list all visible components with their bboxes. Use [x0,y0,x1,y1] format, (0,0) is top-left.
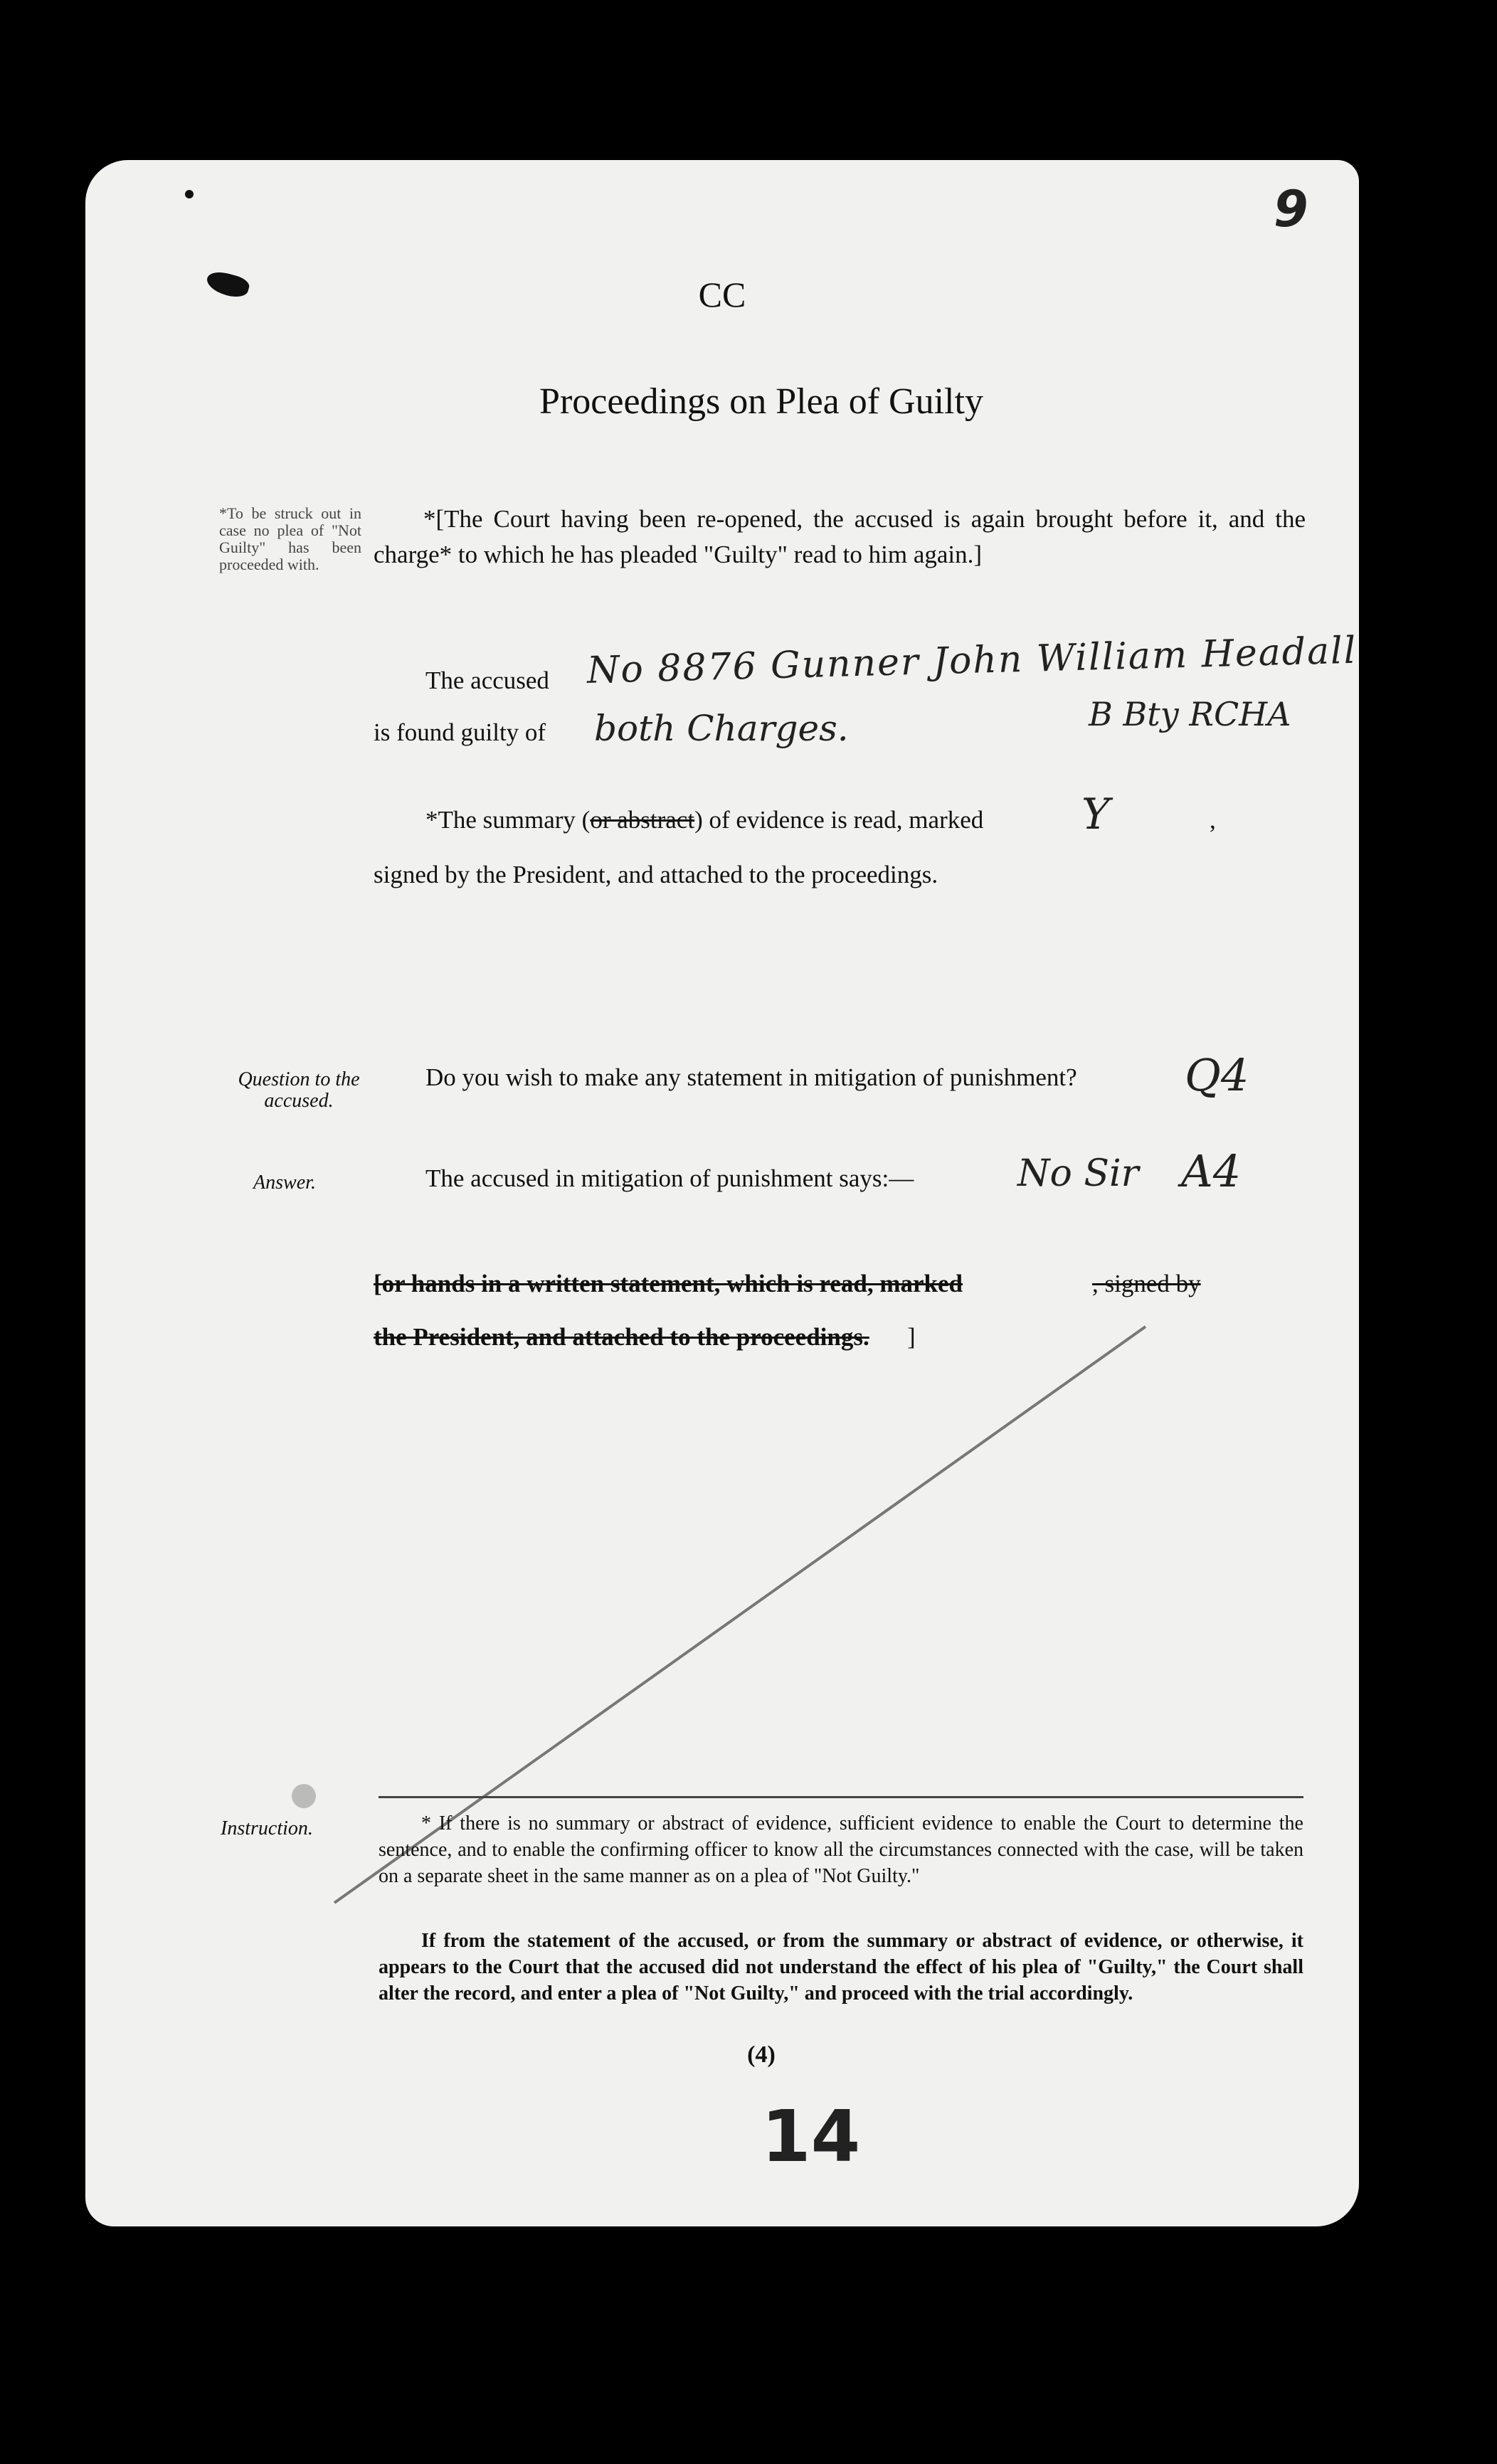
accused-label: The accused [425,667,549,694]
accused-unit: B Bty RCHA [1089,695,1291,733]
instruction-rule [379,1796,1303,1798]
answer-label: Answer. [253,1172,316,1194]
accused-name: No 8876 Gunner John William Headall [586,629,1358,692]
document-page [85,160,1359,2226]
margin-note-struck: *To be struck out in case no plea of "Not Guilty" has been proceeded with. [219,504,361,573]
found-guilty-label: is found guilty of [374,718,546,746]
instruction-para-2: If from the statement of the accused, or from the summary or abstract of evidence, or otherwise, it appears to the Court that the accused did not understand the effect of his plea of "Guilty," the Court shall alter the record, and enter a plea of "Not Guilty," and proceed with the trial accordingly. [379,1930,1303,2004]
section-code: CC [698,275,746,314]
question-text: Do you wish to make any statement in mitigation of punishment? [425,1063,1077,1091]
written-statement-line-2: the President, and attached to the proceedings. [374,1323,869,1351]
written-statement-line-1-tail [1092,1270,1201,1298]
written-statement-signed-by: , signed by [1092,1270,1201,1297]
instruction-para-1: * If there is no summary or abstract of evidence, sufficient evidence to enable the Court to determine the sentence, and to enable the confirming officer to know all the circumstances connected with the case, will be taken on a separate sheet in the same manner as on a plea of "Not Guilty." [379,1812,1303,1887]
summary-line-1 [425,806,983,834]
written-statement-line-1: [or hands in a written statement, which is read, marked [374,1270,963,1297]
instruction-label: Instruction. [221,1817,313,1839]
page-title: Proceedings on Plea of Guilty [539,381,983,422]
answer-text: The accused in mitigation of punishment says:— [425,1164,914,1192]
folio-number: 9 [1274,180,1308,238]
answer-handwritten: No Sir [1017,1152,1139,1195]
handwritten-page-number: 14 [761,2095,861,2178]
summary-tail: ) of evidence is read, marked [694,806,984,834]
summary-lead: *The summary ( [425,806,591,834]
question-ref: Q4 [1185,1049,1249,1101]
question-label: Question to the accused. [238,1068,360,1112]
summary-line-2: signed by the President, and attached to the proceedings. [374,861,938,888]
charges-value: both Charges. [594,708,849,749]
written-statement-bracket: ] [907,1323,916,1351]
answer-ref: A4 [1181,1145,1242,1197]
hole-punch [292,1784,316,1808]
printed-page-number: (4) [747,2041,776,2068]
reopened-paragraph: *[The Court having been re-opened, the accused is again brought before it, and the charge* to which he has pleaded "Guilty" read to him again.] [374,505,1306,568]
punch-dot [185,190,194,198]
summary-comma: , [1210,806,1216,834]
summary-struck: or abstract [590,806,695,834]
summary-marked: Y [1081,790,1110,839]
